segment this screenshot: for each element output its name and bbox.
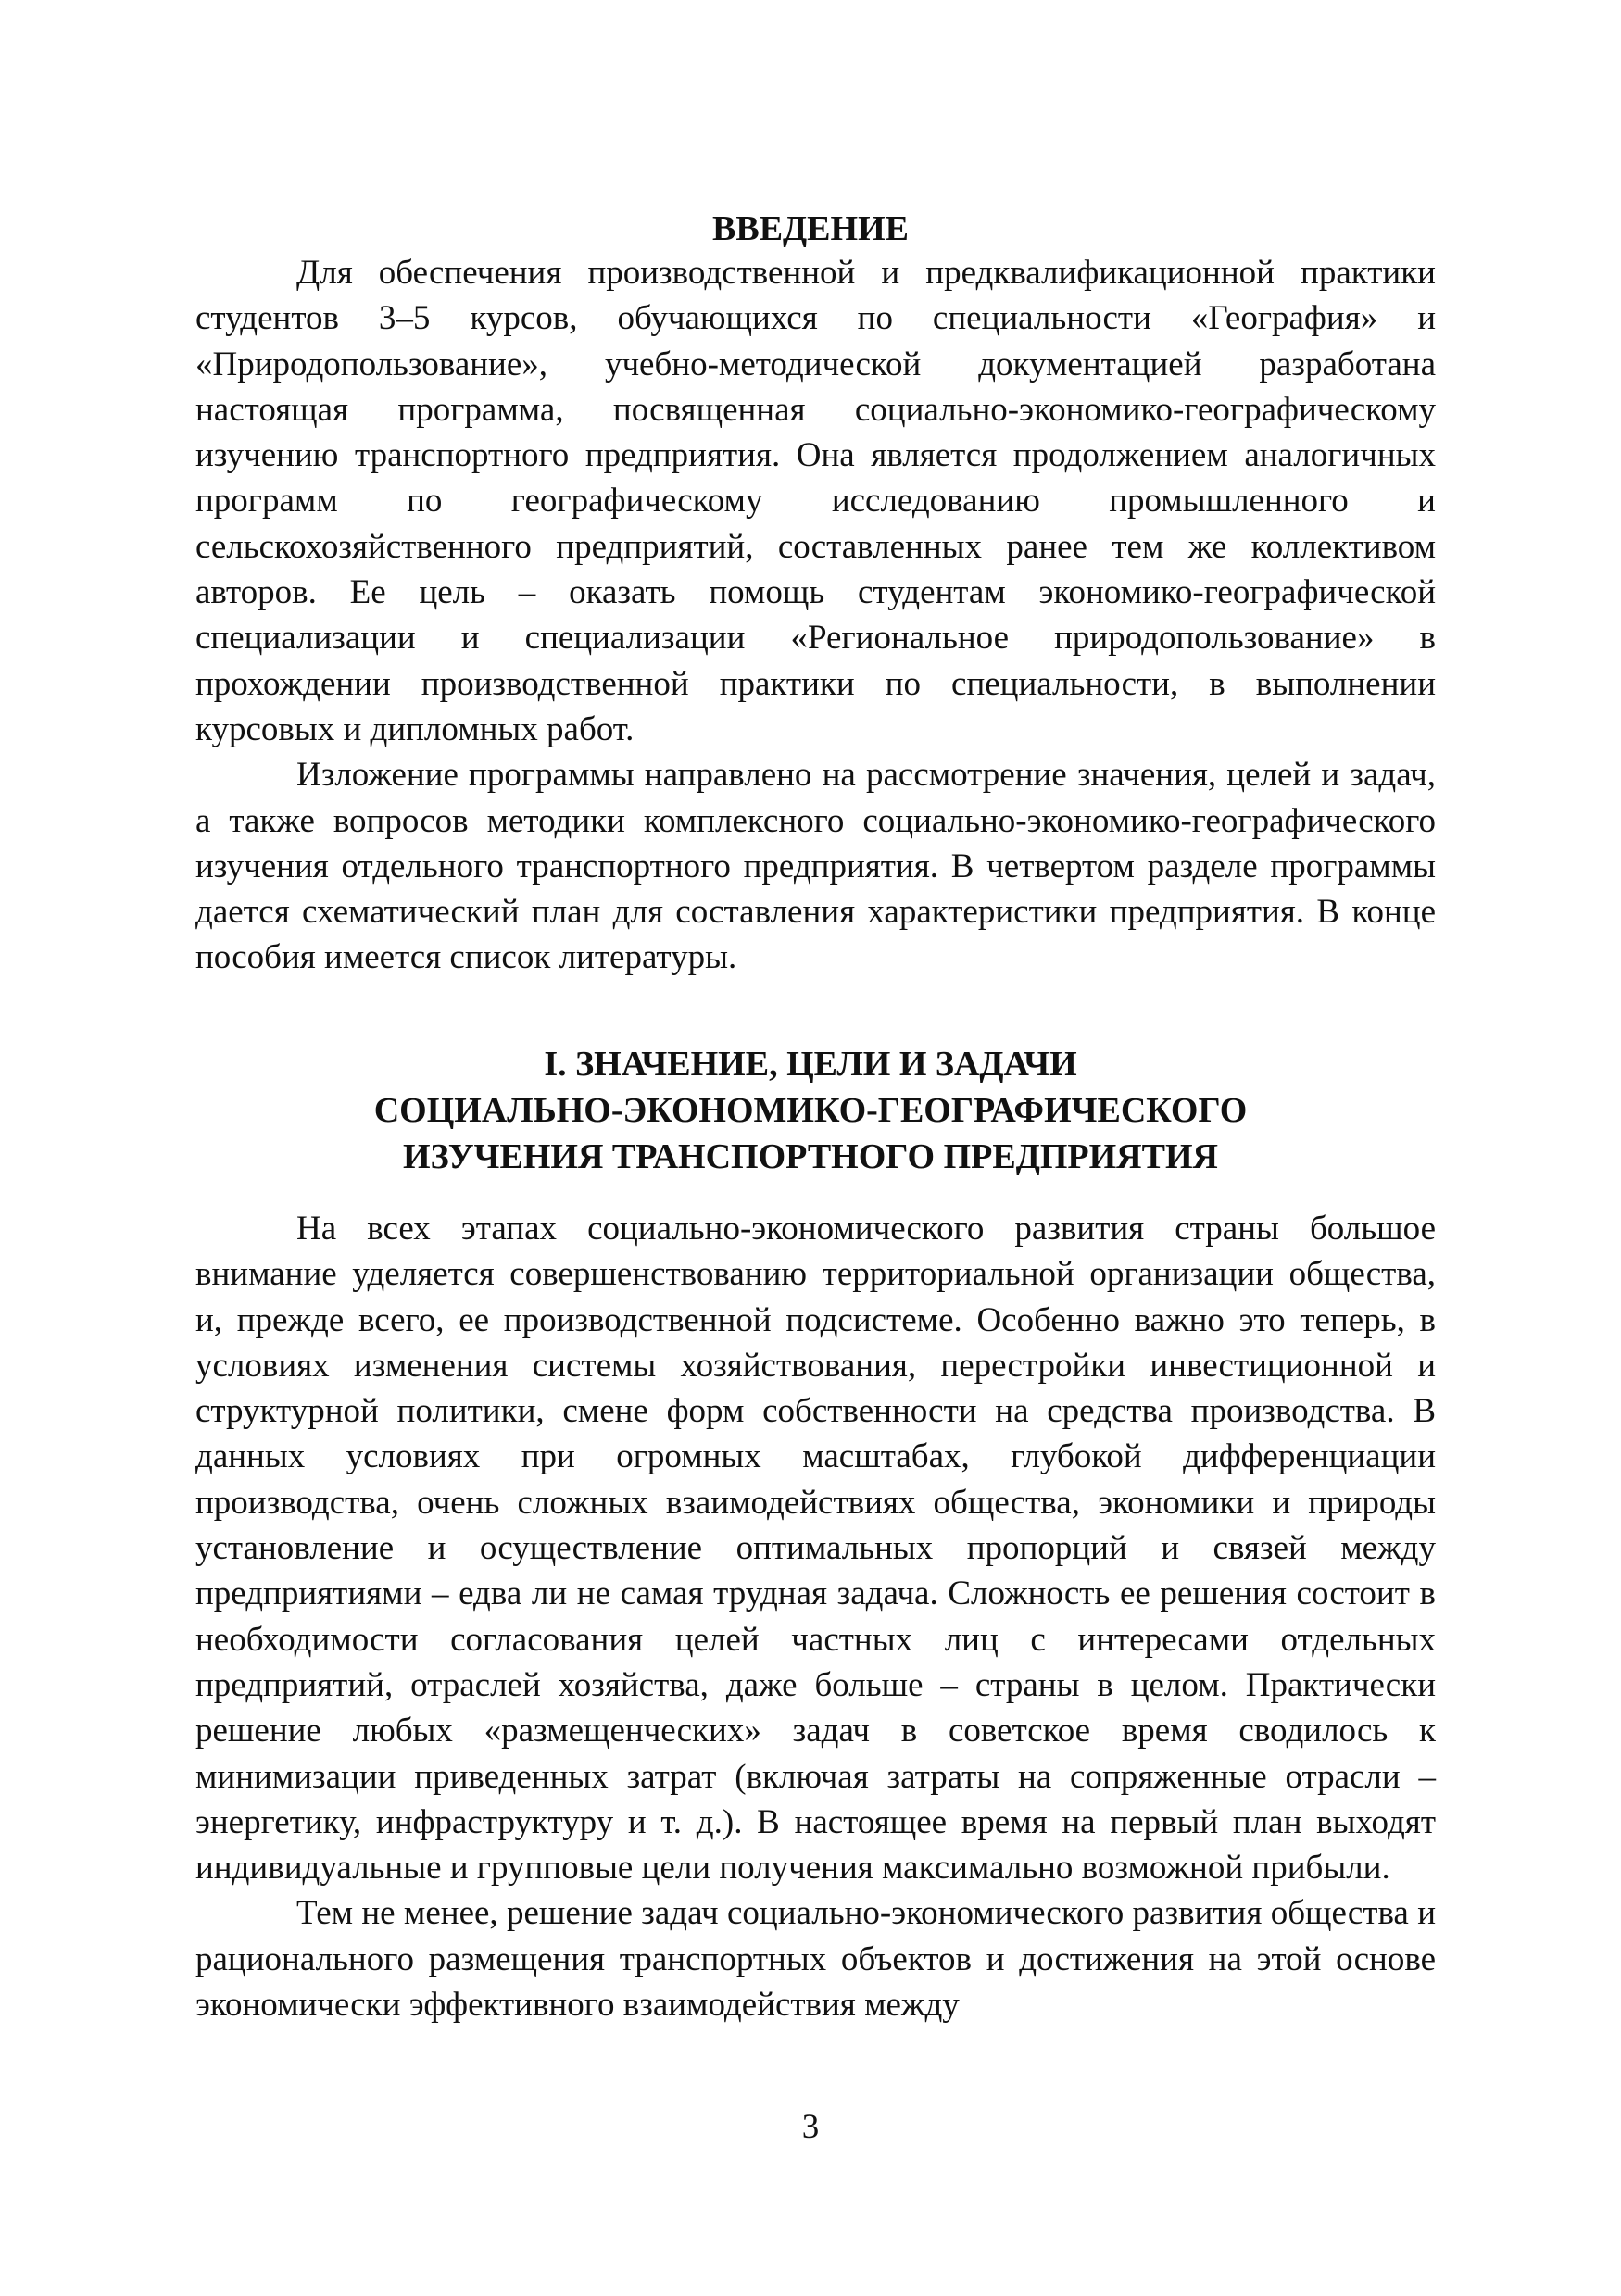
- section-1-body: [195, 1206, 1436, 2027]
- section-1-heading: [185, 1041, 1436, 1180]
- intro-paragraph-2: Изложение программы направлено на рассмотрение значения, целей и задач, а также вопросов методики комплексного социально-экономико-географического изучения отдельного транспортного предприятия. В четвертом разделе программы дается схематический план для составления характеристики предприятия. В конце пособия имеется список литературы.: [195, 756, 1436, 977]
- section-1-heading-line-2: СОЦИАЛЬНО-ЭКОНОМИКО-ГЕОГРАФИЧЕСКОГО: [373, 1091, 1248, 1130]
- section-1-paragraph-2: Тем не менее, решение задач социально-экономического развития общества и рационального размещения транспортных объектов и достижения на этой основе экономически эффективного взаимодействия между: [195, 1894, 1436, 2025]
- page-number: 3: [801, 2108, 820, 2146]
- intro-body: [195, 250, 1436, 981]
- intro-heading: ВВЕДЕНИЕ: [712, 209, 909, 248]
- section-1-heading-line-1: I. ЗНАЧЕНИЕ, ЦЕЛИ И ЗАДАЧИ: [544, 1045, 1077, 1084]
- intro-paragraph-1: Для обеспечения производственной и предквалификационной практики студентов 3–5 курсов, обучающихся по специальности «География» и «Природопользование», учебно-методической документацией разработана настоящая программа, посвященная социально-экономико-географическому изучению транспортного предприятия. Она является продолжением аналогичных программ по географическому исследованию промышленного и сельскохозяйственного предприятий, составленных ранее тем же коллективом авторов. Ее цель – оказать помощь студентам экономико-географической специализации и специализации «Региональное природопользование» в прохождении производственной практики по специальности, в выполнении курсовых и дипломных работ.: [195, 254, 1436, 748]
- section-1-heading-line-3: ИЗУЧЕНИЯ ТРАНСПОРТНОГО ПРЕДПРИЯТИЯ: [403, 1137, 1218, 1176]
- section-1-paragraph-1: На всех этапах социально-экономического развития страны большое внимание уделяется совершенствованию территориальной организации общества, и, прежде всего, ее производственной подсистеме. Особенно важно это теперь, в условиях изменения системы хозяйствования, перестройки инвестиционной и структурной политики, смене форм собственности на средства производства. В данных условиях при огромных масштабах, глубокой дифференциации производства, очень сложных взаимодействиях общества, экономики и природы установление и осуществление оптимальных пропорций и связей между предприятиями – едва ли не самая трудная задача. Сложность ее решения состоит в необходимости согласования целей частных лиц с интересами отдельных предприятий, отраслей хозяйства, даже больше – страны в целом. Практически решение любых «размещенческих» задач в советское время сводилось к минимизации приведенных затрат (включая затраты на сопряженные отрасли – энергетику, инфраструктуру и т. д.). В настоящее время на первый план выходят индивидуальные и групповые цели получения максимально возможной прибыли.: [195, 1210, 1436, 1888]
